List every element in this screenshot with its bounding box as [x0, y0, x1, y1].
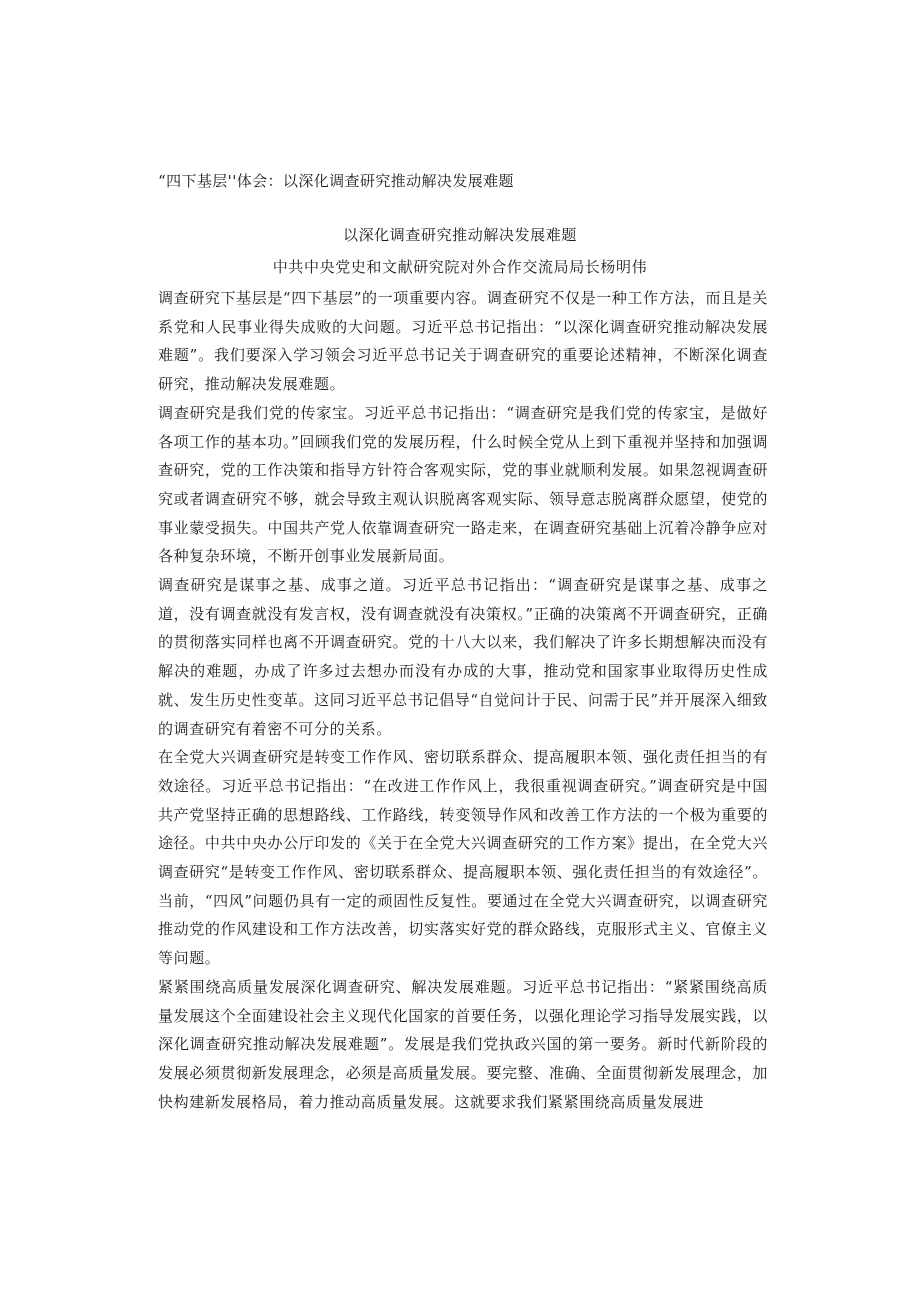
document-heading: “四下基层''体会：以深化调查研究推动解决发展难题: [158, 172, 514, 190]
body-paragraph: 调查研究是我们党的传家宝。习近平总书记指出：“调查研究是我们党的传家宝，是做好各项工作的基本功。”回顾我们党的发展历程，什么时候全党从上到下重视并坚持和加强调查研究，党的工作决策和指导方针符合客观实际，党的事业就顺利发展。如果忽视调查研究或者调查研究不够，就会导致主观认识脱离客观实际、领导意志脱离群众愿望，使党的事业蒙受损失。中国共产党人依靠调查研究一路走来，在调查研究基础上沉着冷静争应对各种复杂环境，不断开创事业发展新局面。: [158, 403, 768, 566]
article-title: 以深化调查研究推动解决发展难题: [342, 226, 577, 244]
article-body: [158, 284, 768, 1116]
body-paragraph: 调查研究下基层是“四下基层”的一项重要内容。调查研究不仅是一种工作方法，而且是关系党和人民事业得失成败的大问题。习近平总书记指出：“以深化调查研究推动解决发展难题”。我们要深入学习领会习近平总书记关于调查研究的重要论述精神，不断深化调查研究，推动解决发展难题。: [158, 289, 768, 394]
author-byline: 中共中央党史和文献研究院对外合作交流局局长杨明伟: [272, 258, 648, 276]
body-paragraph: 在全党大兴调查研究是转变工作作风、密切联系群众、提高履职本领、强化责任担当的有效途径。习近平总书记指出：“在改进工作作风上，我很重视调查研究。”调查研究是中国共产党坚持正确的思想路线、工作路线，转变领导作风和改善工作方法的一个极为重要的途径。中共中央办公厅印发的《关于在全党大兴调查研究的工作方案》提出，在全党大兴调查研究“是转变工作作风、密切联系群众、提高履职本领、强化责任担当的有效途径”。当前，“四风”问题仍具有一定的顽固性反复性。要通过在全党大兴调查研究，以调查研究推动党的作风建设和工作方法改善，切实落实好党的群众路线，克服形式主义、官僚主义等问题。: [158, 748, 768, 968]
body-paragraph: 调查研究是谋事之基、成事之道。习近平总书记指出：“调查研究是谋事之基、成事之道，没有调查就没有发言权，没有调查就没有决策权。”正确的决策离不开调查研究，正确的贯彻落实同样也离不开调查研究。党的十八大以来，我们解决了许多长期想解决而没有解决的难题，办成了许多过去想办而没有办成的大事，推动党和国家事业取得历史性成就、发生历史性变革。这同习近平总书记倡导“自觉问计于民、问需于民”并开展深入细致的调查研究有着密不可分的关系。: [158, 576, 768, 738]
body-paragraph: 紧紧围绕高质量发展深化调查研究、解决发展难题。习近平总书记指出：“紧紧围绕高质量发展这个全面建设社会主义现代化国家的首要任务，以强化理论学习指导发展实践，以深化调查研究推动解决发展难题”。发展是我们党执政兴国的第一要务。新时代新阶段的发展必须贯彻新发展理念，必须是高质量发展。要完整、准确、全面贯彻新发展理念，加快构建新发展格局，着力推动高质量发展。这就要求我们紧紧围绕高质量发展进: [158, 977, 768, 1111]
